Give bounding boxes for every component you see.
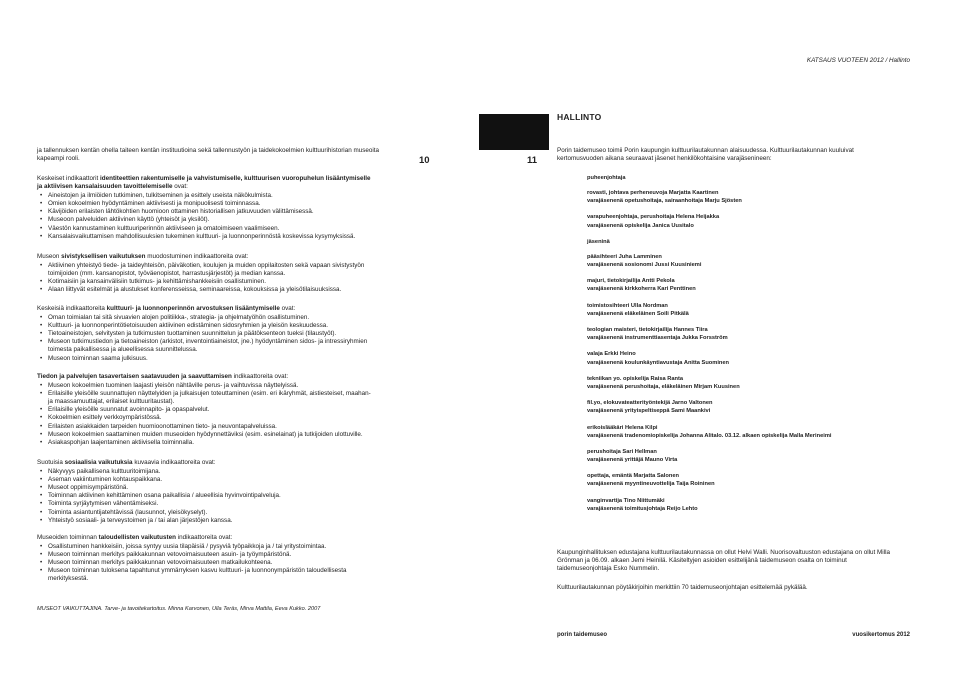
bullet-list [37, 382, 377, 447]
bullet-item: • Erilaisille yleisöille suunnattujen näyttelyiden ja julkaisujen toteuttaminen (esim. eri ikäryhmät, aistiesteiset, maahan- ja maassamuuttajat, erilaiset kulttuuritaustat). [37, 390, 377, 406]
lead-end-text: indikaattoreita ovat: [231, 373, 289, 380]
member-title: pääsihteeri Juha Lamminen [587, 253, 662, 260]
lead-text: Museon [37, 253, 62, 260]
committee-group [587, 277, 897, 293]
lead-text: Keskeisiä indikaattoreita [37, 305, 107, 312]
bullet-item: • Asiakaspohjan laajentaminen aktiivisella toiminnalla. [37, 439, 377, 447]
page-number-left: 10 [419, 155, 430, 166]
section-lead [37, 305, 377, 313]
lead-bold-text: Tiedon ja palvelujen tasavertaisen saatavuuden ja saavuttamisen [37, 373, 232, 380]
running-title: KATSAUS VUOTEEN 2012 / Hallinto [806, 57, 910, 64]
lead-text: Keskeiset indikaattorit [37, 175, 100, 182]
bullet-item: • Museon toiminnan merkitys paikkakunnan vetovoimaisuuteen matkailukohteena. [37, 559, 377, 567]
bullet-item: • Aineistojen ja ilmiöiden tutkiminen, tulkitseminen ja esittely useista näkökulmista. [37, 192, 377, 200]
deputy-member: varajäsenenä toimitusjohtaja Reijo Lehto [587, 505, 698, 512]
lead-bold-text: sivistyksellisen vaikutuksen [61, 253, 146, 260]
section-lead [37, 253, 377, 261]
bullet-list [37, 543, 377, 583]
lead-bold-text: taloudellisten vaikutusten [98, 534, 176, 541]
member-title: puheenjohtaja [587, 175, 626, 181]
bullet-item: • Tietoaineistojen, selvitysten ja tutkimusten tuottaminen suunnittelun ja päätöksenteon tueksi (tilaustyöt). [37, 330, 377, 338]
member-title: varapuheenjohtaja, perushoitaja Helena Heijakka [587, 214, 720, 221]
lead-bold-text: sosiaalisia vaikutuksia [64, 459, 133, 466]
member-title: rovasti, johtava perheneuvoja Marjatta Kaartinen [587, 190, 719, 197]
deputy-member: varajäsenenä instrumenttiasentaja Jukka Forsström [587, 335, 728, 342]
lead-end-text: ovat: [279, 305, 296, 312]
bullet-list [37, 262, 377, 294]
member-title: valaja Erkki Heino [587, 351, 636, 358]
bullet-item: • Oman toimialan tai sitä sivuavien alojen politiikka-, strategia- ja ohjelmatyöhön osallistuminen. [37, 314, 377, 322]
footer-report-title: vuosikertomus 2012 [852, 632, 910, 638]
committee-group [587, 238, 897, 246]
deputy-member: varajäsenenä opiskelija Janica Uusitalo [587, 222, 694, 229]
committee-group [587, 424, 897, 440]
indicator-section [37, 373, 377, 447]
lead-end-text: indikaattoreita ovat: [175, 534, 233, 541]
lead-end-text: muodostuminen indikaattoreita ovat: [145, 253, 249, 260]
section-heading: HALLINTO [557, 112, 602, 122]
deputy-member: varajäsenenä perushoitaja, eläkeläinen Mirjam Kuusinen [587, 383, 740, 390]
left-top-text: ja tallennuksen kentän ohella taiteen kentän instituutioina sekä tallennustyön ja taidekokoelmien kulttuurihistorian museoita kapeampi rooli. [37, 147, 379, 163]
member-title: jäseninä [587, 238, 610, 245]
bullet-item: • Museon toiminnan tuloksena tapahtunut ymmärryksen kasvu kulttuuri- ja luonnonympäristön taloudellisesta merkityksestä. [37, 567, 377, 583]
committee-group [587, 213, 897, 229]
bullet-item: • Toiminnan aktiivinen kehittäminen osana paikallisia / alueellisia hyvinvointipalveluja. [37, 492, 377, 500]
footnote: MUSEOT VAIKUTTAJINA. Tarve- ja tavoitekartoitus. Minna Karvonen, Ulla Teräs, Mirva Mattila, Eeva Kukko. 2007 [37, 606, 321, 612]
bullet-item: • Museon tutkimustiedon ja tietoaineiston (arkistot, inventointiaineistot, jne.) hyödyntäminen sidos- ja intressiryhmien toimesta paikallisessa ja alueellisessa suunnittelussa. [37, 338, 377, 354]
bullet-item: • Toiminta asiantuntijatehtävissä (lausunnot, yleisökyselyt). [37, 509, 377, 517]
deputy-member: varajäsenenä opetushoitaja, sairaanhoitaja Marju Sjösten [587, 198, 742, 205]
bullet-list [37, 314, 377, 363]
section-lead [37, 534, 377, 542]
deputy-member: varajäsenenä myyntineuvottelija Taija Roininen [587, 481, 715, 488]
deputy-member: varajäsenenä koulunkäyntiavustaja Anitta Suominen [587, 359, 730, 366]
bullet-item: • Kansalaisvaikuttamisen mahdollisuuksien tukeminen kulttuuri- ja luonnonperinnöstä koskevissa kysymyksissä. [37, 233, 377, 241]
indicator-section [37, 305, 377, 363]
member-title: tekniikan yo. opiskelija Raisa Ranta [587, 375, 684, 382]
committee-group [587, 497, 897, 513]
member-title: teologian maisteri, tietokirjailija Hannes Tiira [587, 327, 708, 334]
bullet-item: • Erilaisille yleisöille suunnatut avoinnapito- ja opaspalvelut. [37, 406, 377, 414]
member-title: fil.yo, elokuvateatterityöntekijä Jarno Valtonen [587, 400, 713, 407]
decorative-black-block [479, 114, 549, 150]
bullet-item: • Museon toiminnan merkitys paikkakunnan vetovoimaisuuteen asuin- ja työympäristönä. [37, 551, 377, 559]
indicator-section [37, 459, 377, 525]
indicator-section [37, 253, 377, 294]
deputy-member: varajäsenenä yrittäjä Mauno Virta [587, 457, 678, 464]
member-title: opettaja, emäntä Marjatta Salonen [587, 473, 679, 480]
member-title: erikoislääkäri Helena Kilpi [587, 424, 658, 431]
bullet-item: • Museoon palveluiden aktiivinen käyttö (yhteisöt ja yksilöt). [37, 216, 377, 224]
section-lead [37, 373, 377, 381]
footer-publisher: porin taidemuseo [557, 632, 608, 638]
paragraph-minutes: Kulttuurilautakunnan pöytäkirjoihin merkittiin 70 taidemuseonjohtajan esittelemää pykälää. [557, 584, 808, 591]
committee-group [587, 302, 897, 318]
lead-end-text: kuvaavia indikaattoreita ovat: [132, 459, 216, 466]
bullet-item: • Kulttuuri- ja luonnonperintötietoisuuden aktiivinen edistäminen sidosryhmien ja yleisön keskuudessa. [37, 322, 377, 330]
lead-bold-text: identiteettien rakentumiselle ja vahvistumiselle, kulttuurisen vuoropuhelun lisääntymiselle ja aktiivisen kansalaisuuden tavoittelemiselle [37, 175, 371, 191]
committee-group [587, 399, 897, 415]
bullet-item: • Museot oppimisympäristönä. [37, 484, 377, 492]
bullet-list [37, 192, 377, 241]
lead-text: Suotuisia [37, 459, 65, 466]
bullet-item: • Yhteistyö sosiaali- ja terveystoimen ja / tai alan järjestöjen kanssa. [37, 517, 377, 525]
committee-group [587, 189, 897, 205]
member-title: vanginvartija Tino Niittumäki [587, 497, 665, 504]
deputy-member: varajäsenenä kirkkoherra Kari Penttinen [587, 286, 696, 293]
bullet-item: • Aktiivinen yhteistyö tiede- ja taideyhteisön, päiväkotien, koulujen ja muiden oppilaitosten sekä vapaan sivistystyön toimijoiden (mm. kansanopistot, työväenopistot, harrastusjärjestöt) ja median kanssa. [37, 262, 377, 278]
bullet-item: • Kokoelmien esittely verkkoympäristössä. [37, 414, 377, 422]
paragraph-representatives: Kaupunginhallituksen edustajana kulttuurilautakunnassa on ollut Helvi Walli. Nuorisovaltuuston edustajana on ollut Milla Grönman ja 06.09. alkaen Jemi Heinilä. Käsiteltyjen asioiden esittelijänä taidemuseon osalta on toiminut taidemuseonjohtaja Esko Nummelin. [557, 549, 891, 573]
indicator-section [37, 175, 377, 241]
indicator-section [37, 534, 377, 584]
committee-group [587, 326, 897, 342]
bullet-item: • Museon kokoelmien saattaminen muiden museoiden hyödynnettäviksi (esim. esinelainat) ja tutkijoiden ulottuville. [37, 431, 377, 439]
bullet-item: • Aseman vakiintuminen kohtauspaikkana. [37, 476, 377, 484]
bullet-item: • Erilaisten asiakkaiden tarpeiden huomioonottaminen tieto- ja neuvontapalveluissa. [37, 423, 377, 431]
intro-text: Porin taidemuseo toimii Porin kaupungin kulttuurilautakunnan alaisuudessa. Kulttuurilautakunnan kuuluivat kertomusvuoden aikana seuraavat jäsenet henkilökohtaisine varajäsenineen: [557, 147, 854, 163]
committee-group [587, 350, 897, 366]
lead-end-text: ovat: [172, 183, 188, 191]
bullet-item: • Toiminta syrjäytymisen vähentämiseksi. [37, 500, 377, 508]
member-title: perushoitaja Sari Hellman [587, 448, 657, 455]
bullet-item: • Kävijöiden erilaisten lähtökohtien huomioon ottaminen historiallisen jatkuvuuden välittämisessä. [37, 208, 377, 216]
bullet-item: • Näkyvyys paikallisena kulttuuritoimijana. [37, 468, 377, 476]
bullet-item: • Museon kokoelmien tuominen laajasti yleisön nähtäville perus- ja vaihtuvissa näyttelyissä. [37, 382, 377, 390]
committee-group [587, 375, 897, 391]
section-lead [37, 175, 377, 191]
page-number-right: 11 [527, 155, 538, 166]
bullet-item: • Väestön kannustaminen kulttuuriperinnön aktiiviseen ja omatoimiseen vaalimiseen. [37, 225, 377, 233]
bullet-item: • Kotimaisiin ja kansainvälisiin tutkimus- ja kehittämishankkeisiin osallistuminen. [37, 278, 377, 286]
committee-group [587, 253, 897, 269]
bullet-item: • Omien kokoelmien hyödyntäminen aktiivisesti ja monipuolisesti toiminnassa. [37, 200, 377, 208]
deputy-member: varajäsenenä sosionomi Jussi Kuusiniemi [587, 262, 702, 269]
bullet-list [37, 468, 377, 525]
deputy-member: varajäsenenä tradenomiopiskelija Johanna Alitalo. 03.12. alkaen opiskelija Malla Merineimi [587, 432, 832, 439]
committee-group [587, 472, 897, 488]
bullet-item: • Museon toiminnan saama julkisuus. [37, 355, 377, 363]
bullet-item: • Alaan liittyvät esitelmät ja alustukset konferensseissa, seminaareissa, kokouksissa ja yleisötilaisuuksissa. [37, 286, 377, 294]
deputy-member: varajäsenenä eläkeläinen Soili Pitkälä [587, 310, 689, 317]
lead-text: Museoiden toiminnan [37, 534, 99, 541]
member-title: majuri, tietokirjailija Antti Pekola [587, 278, 675, 285]
lead-bold-text: kulttuuri- ja luonnonperinnön arvostuksen lisääntymiselle [106, 305, 280, 312]
committee-group [587, 448, 897, 464]
bullet-item: • Osallistuminen hankkeisiin, joissa syntyy uusia tilapäisiä / pysyviä työpaikkoja ja / tai yritystoimintaa. [37, 543, 377, 551]
deputy-member: varajäsenenä yrityispeltiseppä Sami Maankivi [587, 408, 711, 415]
committee-group [587, 174, 897, 182]
section-lead [37, 459, 377, 467]
committee-list [587, 174, 897, 521]
member-title: toimistosihteeri Ulla Nordman [587, 302, 668, 309]
